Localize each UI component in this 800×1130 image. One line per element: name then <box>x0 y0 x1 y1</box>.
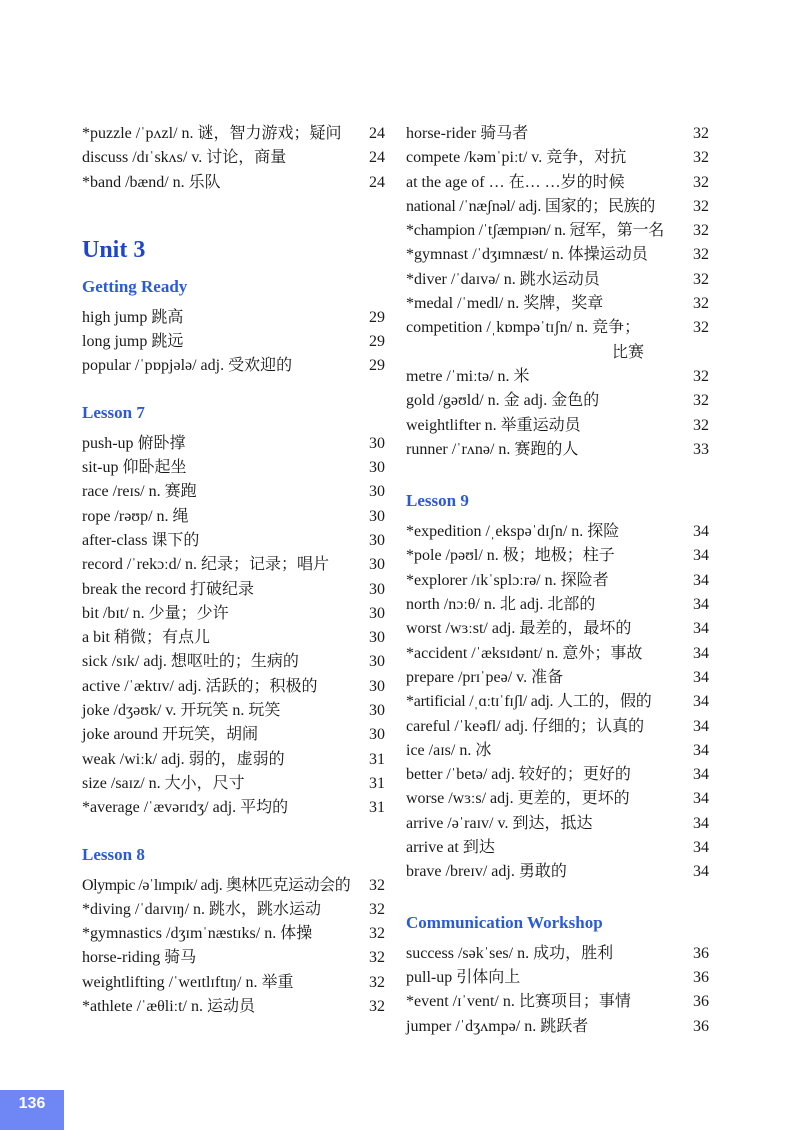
entry-page: 32 <box>369 900 385 918</box>
entry-page: 34 <box>693 741 709 759</box>
vocab-entry <box>82 171 385 195</box>
entry-page: 30 <box>369 434 385 452</box>
vocab-entry <box>82 922 385 946</box>
vocab-entry <box>406 690 709 714</box>
vocab-entry <box>82 306 385 330</box>
entry-text: *explorer /ɪkˈsplɔːrə/ n. 探险者 <box>406 571 609 589</box>
entry-page: 30 <box>369 580 385 598</box>
vocab-entry <box>82 772 385 796</box>
vocab-entry <box>406 942 709 966</box>
vocab-entry <box>82 602 385 626</box>
entry-page: 34 <box>693 839 709 857</box>
entry-text: race /reɪs/ n. 赛跑 <box>82 483 197 501</box>
vocab-entry <box>406 195 709 219</box>
entry-text: break the record 打破纪录 <box>82 580 254 598</box>
entry-text: *champion /ˈtʃæmpɪən/ n. 冠军，第一名 <box>406 222 665 240</box>
entry-text: gold /gəʊld/ n. 金 adj. 金色的 <box>406 392 600 410</box>
vocab-entry <box>82 553 385 577</box>
vocab-entry <box>406 966 709 990</box>
vocab-entry <box>406 171 709 195</box>
entry-text: *gymnastics /dʒɪmˈnæstɪks/ n. 体操 <box>82 925 313 943</box>
entry-text: brave /breɪv/ adj. 勇敢的 <box>406 863 567 881</box>
entry-text: *puzzle /ˈpʌzl/ n. 谜，智力游戏；疑问 <box>82 125 342 142</box>
entry-page: 30 <box>369 483 385 501</box>
left-column <box>82 122 385 1019</box>
vocab-entry <box>82 529 385 553</box>
entry-page: 36 <box>693 944 709 962</box>
vocab-entry <box>82 946 385 970</box>
entry-text: competition /ˌkɒmpəˈtɪʃn/ n. 竞争； <box>406 319 641 337</box>
entry-page: 30 <box>369 726 385 744</box>
entry-text: national /ˈnæʃnəl/ adj. 国家的；民族的 <box>406 197 656 215</box>
vocab-entry <box>406 243 709 267</box>
entry-text: active /ˈæktɪv/ adj. 活跃的；积极的 <box>82 677 318 695</box>
entry-text: *accident /ˈæksɪdənt/ n. 意外；事故 <box>406 644 643 662</box>
entry-text: weightlifter n. 举重运动员 <box>406 416 581 434</box>
vocab-entry <box>82 898 385 922</box>
vocab-entry <box>406 292 709 316</box>
vocab-entry <box>406 860 709 884</box>
entry-text: runner /ˈrʌnə/ n. 赛跑的人 <box>406 440 579 458</box>
entry-page: 29 <box>369 308 385 326</box>
vocab-entry <box>406 316 709 365</box>
entry-text: *diving /ˈdaɪvɪŋ/ n. 跳水，跳水运动 <box>82 900 322 918</box>
entry-page: 31 <box>369 750 385 768</box>
vocab-entry <box>82 626 385 650</box>
entry-page: 31 <box>369 774 385 792</box>
vocab-entry <box>406 122 709 146</box>
entry-text: *expedition /ˌekspəˈdɪʃn/ n. 探险 <box>406 523 620 541</box>
vocab-entry <box>406 715 709 739</box>
entry-page: 30 <box>369 629 385 647</box>
entry-page: 32 <box>693 125 709 142</box>
entry-page: 32 <box>369 925 385 943</box>
entry-text: popular /ˈpɒpjələ/ adj. 受欢迎的 <box>82 357 293 375</box>
entry-page: 32 <box>693 295 709 313</box>
entry-text: joke around 开玩笑，胡闹 <box>82 726 258 744</box>
entry-text: sit-up 仰卧起坐 <box>82 459 187 477</box>
vocab-entry <box>82 480 385 504</box>
entry-page: 30 <box>369 653 385 671</box>
entry-page: 32 <box>693 222 709 240</box>
entry-text: high jump 跳高 <box>82 308 184 326</box>
entry-page: 31 <box>369 799 385 817</box>
vocab-entry <box>406 520 709 544</box>
entry-text: *band /bænd/ n. 乐队 <box>82 173 221 191</box>
entry-text: north /nɔːθ/ n. 北 adj. 北部的 <box>406 596 596 614</box>
entry-text: after-class 课下的 <box>82 531 200 549</box>
entry-page: 32 <box>693 416 709 434</box>
vocab-entry <box>406 544 709 568</box>
entry-text: *gymnast /ˈdʒɪmnæst/ n. 体操运动员 <box>406 246 648 264</box>
entry-text: weightlifting /ˈweɪtlɪftɪŋ/ n. 举重 <box>82 973 294 991</box>
entry-page: 24 <box>369 125 385 142</box>
vocab-entry <box>406 812 709 836</box>
vocab-entry <box>82 456 385 480</box>
entry-page: 32 <box>693 270 709 288</box>
vocab-entry <box>406 787 709 811</box>
entry-text: *athlete /ˈæθliːt/ n. 运动员 <box>82 998 255 1016</box>
entry-page: 24 <box>369 173 385 191</box>
entry-text: horse-rider 骑马者 <box>406 125 529 142</box>
unit-title: Unit 3 <box>82 236 146 263</box>
entry-text: discuss /dɪˈskʌs/ v. 讨论，商量 <box>82 149 287 167</box>
entry-text: record /ˈrekɔːd/ n. 纪录；记录；唱片 <box>82 556 330 574</box>
entry-page: 36 <box>693 968 709 986</box>
vocab-entry <box>406 438 709 462</box>
entry-text: worse /wɜːs/ adj. 更差的，更坏的 <box>406 790 630 808</box>
entry-text: *pole /pəʊl/ n. 极；地极；柱子 <box>406 547 615 565</box>
entry-page: 33 <box>693 440 709 458</box>
entry-page: 30 <box>369 677 385 695</box>
entry-page: 34 <box>693 790 709 808</box>
vocab-entry <box>82 971 385 995</box>
entry-text: horse-riding 骑马 <box>82 949 197 967</box>
entry-page: 32 <box>693 246 709 264</box>
entry-text-continued: 比赛 <box>612 343 645 361</box>
entry-page: 30 <box>369 604 385 622</box>
entry-page: 32 <box>693 367 709 385</box>
vocab-entry <box>406 268 709 292</box>
entry-page: 34 <box>693 596 709 614</box>
vocab-entry <box>82 699 385 723</box>
entry-text: long jump 跳远 <box>82 333 184 351</box>
entry-text: bit /bɪt/ n. 少量；少许 <box>82 604 229 622</box>
entry-text: jumper /ˈdʒʌmpə/ n. 跳跃者 <box>406 1017 589 1035</box>
vocab-entry <box>82 874 385 898</box>
vocab-entry <box>82 505 385 529</box>
entry-text: worst /wɜːst/ adj. 最差的，最坏的 <box>406 620 632 638</box>
entry-text: Olympic /əˈlɪmpɪk/ adj. 奥林匹克运动会的 <box>82 876 351 894</box>
entry-page: 34 <box>693 547 709 565</box>
entry-page: 29 <box>369 333 385 351</box>
entry-page: 24 <box>369 149 385 167</box>
vocab-entry <box>406 836 709 860</box>
entry-text: weak /wiːk/ adj. 弱的，虚弱的 <box>82 750 285 768</box>
entry-page: 34 <box>693 668 709 686</box>
entry-text: rope /rəʊp/ n. 绳 <box>82 507 189 525</box>
entry-page: 30 <box>369 507 385 525</box>
vocab-entry <box>82 796 385 820</box>
vocab-entry <box>82 675 385 699</box>
entry-text: sick /sɪk/ adj. 想呕吐的；生病的 <box>82 653 299 671</box>
entry-text: arrive at 到达 <box>406 839 495 857</box>
entry-text: push-up 俯卧撑 <box>82 434 186 452</box>
entry-text: compete /kəmˈpiːt/ v. 竞争，对抗 <box>406 149 627 167</box>
entry-text: *artificial /ˌɑːtɪˈfɪʃl/ adj. 人工的，假的 <box>406 693 652 711</box>
entry-text: *diver /ˈdaɪvə/ n. 跳水运动员 <box>406 270 600 288</box>
entry-text: at the age of … 在… …岁的时候 <box>406 173 625 191</box>
entry-page: 32 <box>693 173 709 191</box>
entry-page: 34 <box>693 766 709 784</box>
vocab-entry <box>406 617 709 641</box>
entry-text: prepare /prɪˈpeə/ v. 准备 <box>406 668 564 686</box>
section-title-lesson-9: Lesson 9 <box>406 491 469 511</box>
entry-page: 32 <box>693 392 709 410</box>
section-title-lesson-8: Lesson 8 <box>82 844 145 864</box>
entry-page: 32 <box>369 998 385 1016</box>
entry-text: metre /ˈmiːtə/ n. 米 <box>406 367 530 385</box>
entry-text: pull-up 引体向上 <box>406 968 521 986</box>
section-title-getting-ready: Getting Ready <box>82 276 188 296</box>
entry-page: 30 <box>369 531 385 549</box>
vocab-entry <box>82 995 385 1019</box>
entry-page: 32 <box>369 949 385 967</box>
entry-page: 32 <box>693 149 709 167</box>
entry-page: 34 <box>693 717 709 735</box>
entry-page: 32 <box>693 319 709 337</box>
entry-text: a bit 稍微；有点儿 <box>82 629 210 647</box>
vocab-entry <box>406 593 709 617</box>
entry-page: 30 <box>369 459 385 477</box>
vocab-entry <box>82 432 385 456</box>
vocab-entry <box>82 748 385 772</box>
entry-page: 36 <box>693 993 709 1011</box>
vocab-entry <box>82 146 385 170</box>
entry-page: 34 <box>693 863 709 881</box>
entry-page: 34 <box>693 644 709 662</box>
vocab-entry <box>406 219 709 243</box>
entry-text: *medal /ˈmedl/ n. 奖牌，奖章 <box>406 295 604 313</box>
vocab-entry <box>406 642 709 666</box>
vocab-entry <box>406 365 709 389</box>
entry-page: 30 <box>369 702 385 720</box>
entry-text: joke /dʒəʊk/ v. 开玩笑 n. 玩笑 <box>82 702 281 720</box>
entry-page: 34 <box>693 571 709 589</box>
entry-text: *event /ɪˈvent/ n. 比赛项目；事情 <box>406 993 631 1011</box>
entry-page: 30 <box>369 556 385 574</box>
entry-text: success /səkˈses/ n. 成功，胜利 <box>406 944 614 962</box>
entry-text: better /ˈbetə/ adj. 较好的；更好的 <box>406 766 631 784</box>
vocab-entry <box>82 578 385 602</box>
vocab-entry <box>406 763 709 787</box>
vocab-entry <box>82 650 385 674</box>
entry-page: 34 <box>693 523 709 541</box>
vocab-entry <box>82 330 385 354</box>
entry-page: 34 <box>693 693 709 711</box>
page-number-badge: 136 <box>0 1090 64 1130</box>
vocab-entry <box>406 414 709 438</box>
vocab-entry <box>406 1015 709 1039</box>
entry-page: 34 <box>693 814 709 832</box>
entry-page: 29 <box>369 357 385 375</box>
vocab-entry <box>406 666 709 690</box>
vocab-entry <box>406 389 709 413</box>
vocab-entry <box>406 569 709 593</box>
entry-page: 34 <box>693 620 709 638</box>
entry-page: 32 <box>693 197 709 215</box>
vocab-entry <box>82 723 385 747</box>
entry-page: 32 <box>369 876 385 894</box>
vocab-entry <box>82 122 385 146</box>
entry-page: 32 <box>369 973 385 991</box>
section-title-communication-workshop: Communication Workshop <box>406 912 603 932</box>
section-title-lesson-7: Lesson 7 <box>82 402 145 422</box>
entry-text: ice /aɪs/ n. 冰 <box>406 741 492 759</box>
vocab-entry <box>406 739 709 763</box>
entry-text: careful /ˈkeəfl/ adj. 仔细的；认真的 <box>406 717 645 735</box>
vocab-entry <box>406 146 709 170</box>
entry-text: arrive /əˈraɪv/ v. 到达，抵达 <box>406 814 593 832</box>
entry-text: *average /ˈævərɪdʒ/ adj. 平均的 <box>82 799 289 817</box>
entry-text: size /saɪz/ n. 大小，尺寸 <box>82 774 245 792</box>
right-column <box>406 122 709 1039</box>
entry-page: 36 <box>693 1017 709 1035</box>
vocab-entry <box>406 990 709 1014</box>
vocab-entry <box>82 354 385 378</box>
